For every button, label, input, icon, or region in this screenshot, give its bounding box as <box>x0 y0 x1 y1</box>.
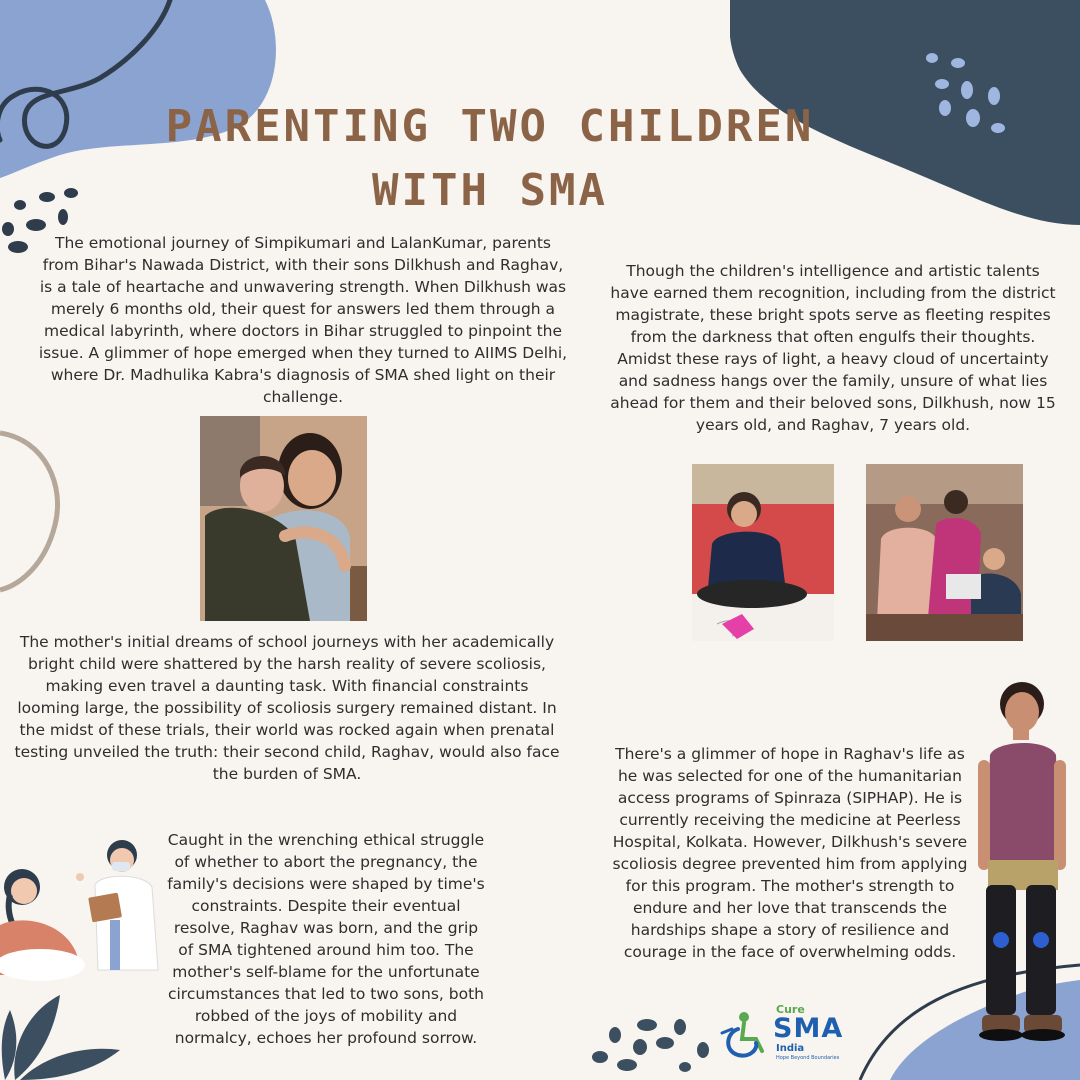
intro-paragraph: The emotional journey of Simpikumari and LalanKumar, parents from Bihar's Nawada District, with their sons Dilkhush and Raghav, is a tale of heartache and unwavering strength. When Dilkhush was merely 6 months old, their quest for answers led them through a medical labyrinth, where doctors in Bihar struggled to pinpoint the issue. A glimmer of hope emerged when they turned to AIIMS Delhi, where Dr. Madhulika Kabra's diagnosis of SMA shed light on their challenge. <box>38 234 568 406</box>
logo-tagline: Hope Beyond Boundaries <box>776 1055 840 1061</box>
arc-decoration-left <box>0 425 70 595</box>
logo-cure-text: Cure <box>776 1003 805 1016</box>
doctor-patient-illustration <box>0 825 165 990</box>
raghav-standing-photo <box>968 680 1068 1050</box>
ethical-paragraph: Caught in the wrenching ethical struggle of whether to abort the pregnancy, the family's decisions were shaped by time's constraints. Despite their eventual resolve, Raghav was born, and the grip of SMA tightened around him too. The mother's self-blame for the unfortunate circumstances that led to two sons, both robbed of the joys of mobility and normalcy, echoes her profound sorrow. <box>167 831 485 1047</box>
award-ceremony-photo <box>866 464 1023 641</box>
logo-india-text: India <box>776 1043 805 1054</box>
page-title: PARENTING TWO CHILDREN WITH SMA <box>165 101 815 216</box>
boy-drawing-photo <box>692 464 834 641</box>
hope-paragraph: There's a glimmer of hope in Raghav's life as he was selected for one of the humanitarian access programs of Spinraza (SIPHAP). He is currently receiving the medicine at Peerless Hospital, Kolkata. However, Dilkhush's severe scoliosis degree prevented him from applying for this program. The mother's strength to endure and her love that transcends the hardships shape a story of resilience and courage in the face of overwhelming odds. <box>612 745 968 961</box>
wheelchair-logo-icon <box>718 1009 772 1059</box>
logo-sma-text: SMA <box>773 1013 844 1044</box>
leaves-decoration <box>0 985 125 1080</box>
dots-decoration-bottom <box>585 1015 715 1080</box>
talents-paragraph: Though the children's intelligence and artistic talents have earned them recognition, including from the district magistrate, these bright spots serve as fleeting respites from the darkness that often engulfs their thoughts. Amidst these rays of light, a heavy cloud of uncertainty and sadness hangs over the family, unsure of what lies ahead for them and their beloved sons, Dilkhush, now 15 years old, and Raghav, 7 years old. <box>610 262 1056 434</box>
mother-son-photo <box>200 416 367 621</box>
dreams-paragraph: The mother's initial dreams of school journeys with her academically bright child were shattered by the harsh reality of severe scoliosis, making even travel a daunting task. With financial constraints looming large, the possibility of scoliosis surgery remained distant. In the midst of these trials, their world was rocked again when prenatal testing unveiled the truth: their second child, Raghav, would also face the burden of SMA. <box>14 633 560 783</box>
cure-sma-india-logo <box>718 1003 848 1065</box>
